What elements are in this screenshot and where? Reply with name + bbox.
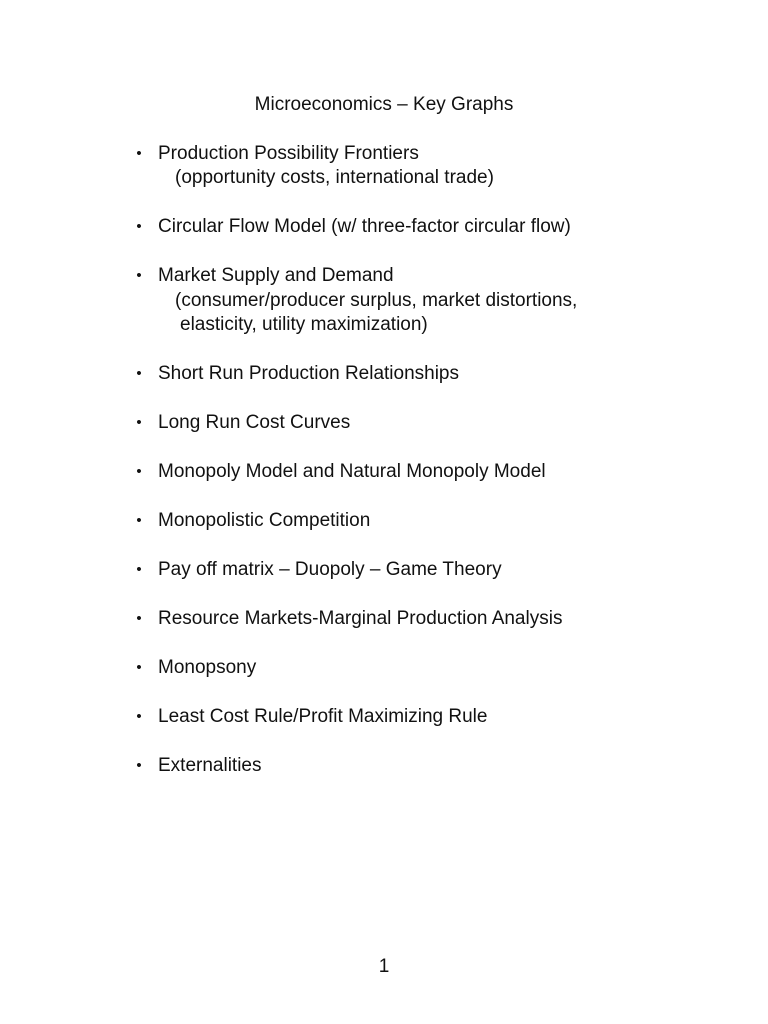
list-item <box>136 142 738 191</box>
list-item <box>136 411 738 435</box>
bullet-icon: • <box>136 658 142 676</box>
bullet-icon: • <box>136 145 142 162</box>
bullet-icon: • <box>136 364 142 382</box>
list-item <box>136 264 738 337</box>
list-item <box>136 754 738 778</box>
list-item-text: Monopoly Model and Natural Monopoly Model <box>158 460 546 482</box>
list-item <box>136 656 738 680</box>
page-number: 1 <box>378 956 390 977</box>
list-item <box>136 607 738 631</box>
bullet-icon: • <box>136 413 142 431</box>
list-item-text: Production Possibility Frontiers <box>158 143 419 164</box>
topic-list <box>136 142 738 803</box>
list-item <box>136 460 738 484</box>
bullet-icon: • <box>136 218 142 236</box>
document-title: Microeconomics – Key Graphs <box>254 94 514 115</box>
list-item <box>136 558 738 582</box>
list-item-text: Monopolistic Competition <box>158 509 371 531</box>
list-item-text: Circular Flow Model (w/ three-factor circular flow) <box>158 216 571 238</box>
list-item <box>136 509 738 533</box>
list-item-text: Short Run Production Relationships <box>158 362 460 384</box>
list-item-text: Long Run Cost Curves <box>158 411 351 433</box>
bullet-icon: • <box>136 707 142 725</box>
list-item-text: Resource Markets-Marginal Production Analysis <box>158 607 563 629</box>
list-item <box>136 362 738 386</box>
list-item-text: Market Supply and Demand <box>158 265 394 287</box>
list-item-text: Externalities <box>158 754 262 776</box>
bullet-icon: • <box>136 756 142 774</box>
list-item <box>136 705 738 729</box>
bullet-icon: • <box>136 462 142 480</box>
list-item-text: Monopsony <box>158 656 257 678</box>
list-item-text: Pay off matrix – Duopoly – Game Theory <box>158 558 502 580</box>
list-item <box>136 215 738 239</box>
list-item-subtext: (opportunity costs, international trade) <box>175 167 494 189</box>
bullet-icon: • <box>136 511 142 529</box>
bullet-icon: • <box>136 609 142 627</box>
bullet-icon: • <box>136 267 142 285</box>
bullet-icon: • <box>136 560 142 578</box>
list-item-text: Least Cost Rule/Profit Maximizing Rule <box>158 705 488 727</box>
list-item-subtext: elasticity, utility maximization) <box>180 313 428 335</box>
list-item-subtext: (consumer/producer surplus, market distortions, <box>175 289 578 311</box>
